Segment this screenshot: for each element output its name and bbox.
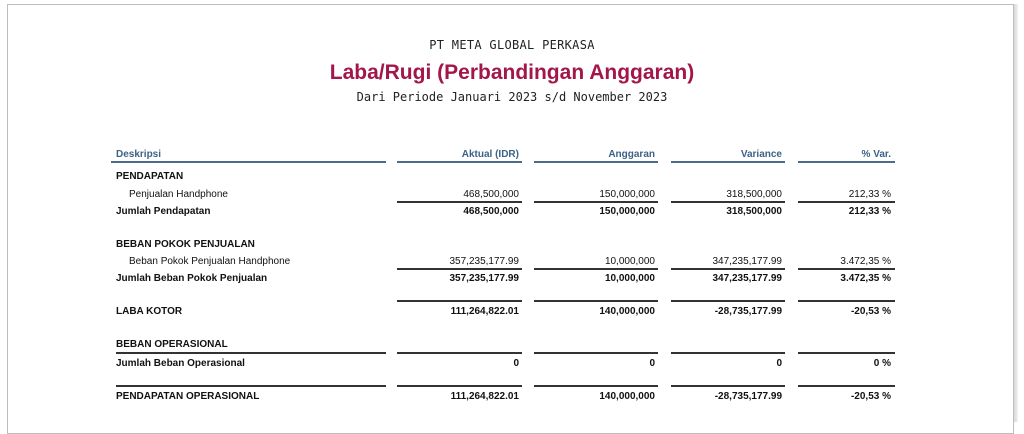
total-rule xyxy=(798,385,895,387)
header-underline xyxy=(798,161,895,163)
row-label: Jumlah Beban Operasional xyxy=(116,358,245,369)
row-aktual: 357,235,177.99 xyxy=(449,256,519,267)
col-header-aktual: Aktual (IDR) xyxy=(461,149,519,160)
subtotal-rule xyxy=(671,268,785,270)
row-anggaran: 150,000,000 xyxy=(599,189,655,200)
total-rule xyxy=(534,385,658,387)
header-underline xyxy=(671,161,785,163)
row-variance: 0 xyxy=(776,358,782,369)
row-aktual: 111,264,822.01 xyxy=(450,306,519,317)
section-header-bpp: BEBAN POKOK PENJUALAN xyxy=(116,239,255,250)
row-anggaran: 140,000,000 xyxy=(599,391,655,402)
subtotal-rule xyxy=(397,268,522,270)
row-variance: 347,235,177.99 xyxy=(712,273,782,284)
row-variance: -28,735,177.99 xyxy=(714,391,782,402)
total-rule xyxy=(798,300,895,302)
col-header-pct: % Var. xyxy=(861,149,891,160)
row-pct: -20,53 % xyxy=(850,391,891,402)
row-label: Jumlah Beban Pokok Penjualan xyxy=(116,273,268,284)
row-pct: 3.472,35 % xyxy=(840,273,891,284)
row-label: Jumlah Pendapatan xyxy=(116,206,211,217)
section-header-pendapatan: PENDAPATAN xyxy=(116,171,184,182)
subtotal-rule xyxy=(798,352,895,354)
row-variance: -28,735,177.99 xyxy=(714,306,782,317)
subtotal-rule xyxy=(397,352,522,354)
total-rule xyxy=(671,385,785,387)
subtotal-rule xyxy=(798,268,895,270)
header-underline xyxy=(534,161,658,163)
report-period: Dari Periode Januari 2023 s/d November 2023 xyxy=(356,90,668,104)
row-aktual: 0 xyxy=(513,358,519,369)
col-header-variance: Variance xyxy=(740,149,782,160)
col-header-deskripsi: Deskripsi xyxy=(116,149,162,160)
row-anggaran: 0 xyxy=(649,358,655,369)
subtotal-rule xyxy=(534,352,658,354)
total-rule xyxy=(397,300,522,302)
subtotal-rule xyxy=(671,201,785,203)
header-underline xyxy=(397,161,522,163)
subtotal-rule xyxy=(671,352,785,354)
row-variance: 347,235,177.99 xyxy=(712,256,782,267)
col-header-anggaran: Anggaran xyxy=(608,149,655,160)
header-underline xyxy=(111,161,386,163)
row-pct: 0 % xyxy=(873,358,891,369)
row-pct: 3.472,35 % xyxy=(840,256,891,267)
row-pct: -20,53 % xyxy=(850,306,891,317)
company-name: PT META GLOBAL PERKASA xyxy=(429,38,595,52)
row-anggaran: 10,000,000 xyxy=(604,256,655,267)
total-rule xyxy=(397,385,522,387)
row-pct: 212,33 % xyxy=(848,189,891,200)
subtotal-rule xyxy=(798,201,895,203)
total-rule xyxy=(671,300,785,302)
report-title: Laba/Rugi (Perbandingan Anggaran) xyxy=(329,61,695,84)
row-label: PENDAPATAN OPERASIONAL xyxy=(116,391,260,402)
row-pct: 212,33 % xyxy=(848,206,891,217)
row-anggaran: 140,000,000 xyxy=(599,306,655,317)
row-aktual: 357,235,177.99 xyxy=(449,273,519,284)
row-anggaran: 150,000,000 xyxy=(599,206,655,217)
subtotal-rule xyxy=(534,268,658,270)
subtotal-rule xyxy=(397,201,522,203)
section-header-beban-operasional: BEBAN OPERASIONAL xyxy=(116,339,228,350)
row-variance: 318,500,000 xyxy=(726,189,782,200)
row-anggaran: 10,000,000 xyxy=(604,273,655,284)
row-aktual: 468,500,000 xyxy=(463,206,519,217)
row-label: Penjualan Handphone xyxy=(129,189,228,200)
subtotal-rule xyxy=(116,352,386,354)
subtotal-rule xyxy=(534,201,658,203)
row-label: LABA KOTOR xyxy=(116,306,183,317)
row-variance: 318,500,000 xyxy=(726,206,782,217)
row-aktual: 468,500,000 xyxy=(463,189,519,200)
total-rule xyxy=(116,385,386,387)
total-rule xyxy=(534,300,658,302)
row-label: Beban Pokok Penjualan Handphone xyxy=(129,256,291,267)
row-aktual: 111,264,822.01 xyxy=(450,391,519,402)
